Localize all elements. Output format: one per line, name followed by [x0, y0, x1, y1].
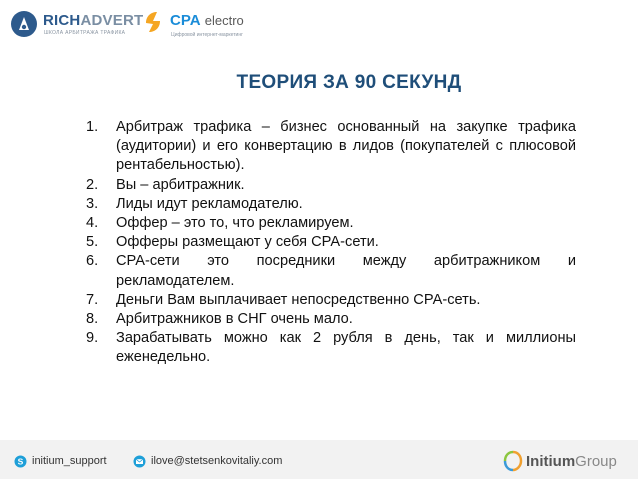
list-item-text: Деньги Вам выплачивает непосредственно СРА-сеть. — [116, 291, 481, 308]
theory-list — [86, 118, 576, 368]
list-item-text: СРА-сети это посредники между арбитражником и рекламодателем. — [116, 253, 576, 289]
list-item-text: Офферы размещают у себя СРА-сети. — [116, 234, 379, 251]
cpa-electro-tagline: Цифровой интернет-маркетинг — [171, 32, 243, 38]
richadvert-name: RICHADVERT — [43, 12, 144, 29]
list-item-number: 2. — [86, 176, 99, 193]
list-item-number: 6. — [86, 253, 99, 270]
list-item-number: 1. — [86, 119, 99, 135]
list-item-text: Арбитражников в СНГ очень мало. — [116, 311, 353, 328]
skype-contact[interactable]: initium_support — [32, 455, 107, 467]
list-item-text: Вы – арбитражник. — [116, 176, 245, 193]
list-item — [86, 118, 576, 176]
list-item-text: Зарабатывать можно как 2 рубля в день, так и миллионы еженедельно. — [116, 330, 576, 366]
list-item-number: 9. — [86, 330, 99, 347]
footer-bar — [0, 440, 638, 479]
list-item — [86, 252, 576, 290]
richadvert-logo — [10, 8, 144, 40]
list-item-text: Лиды идут рекламодателю. — [116, 195, 303, 212]
initium-group-logo: InitiumGroup — [526, 453, 617, 470]
cpa-electro-logo — [143, 8, 243, 40]
initium-logo-icon — [503, 450, 523, 472]
list-item — [86, 291, 576, 310]
list-item-number: 8. — [86, 311, 99, 328]
list-item-number: 7. — [86, 291, 99, 308]
list-item — [86, 214, 576, 233]
bolt-icon — [143, 10, 165, 34]
rich-advert-logo-icon — [10, 10, 38, 38]
list-item-number: 5. — [86, 234, 99, 251]
list-item — [86, 310, 576, 329]
list-item-text: Арбитраж трафика – бизнес основанный на закупке трафика (аудитории) и его конвертацию в лидов (покупателей с плюсовой рентабельностью). — [116, 119, 576, 174]
cpa-electro-name: CPA electro — [170, 12, 244, 29]
slide-title: ТЕОРИЯ ЗА 90 СЕКУНД — [236, 72, 462, 93]
list-item — [86, 329, 576, 367]
skype-icon — [14, 455, 27, 468]
richadvert-tagline: ШКОЛА АРБИТРАЖА ТРАФИКА — [44, 30, 126, 36]
list-item-number: 4. — [86, 215, 99, 232]
mail-icon — [133, 455, 146, 468]
svg-text:S: S — [17, 456, 24, 467]
list-item — [86, 195, 576, 214]
list-item-number: 3. — [86, 195, 99, 212]
list-item — [86, 233, 576, 252]
email-contact[interactable]: ilove@stetsenkovitaliy.com — [151, 455, 283, 467]
list-item-text: Оффер – это то, что рекламируем. — [116, 215, 354, 232]
list-item — [86, 176, 576, 195]
